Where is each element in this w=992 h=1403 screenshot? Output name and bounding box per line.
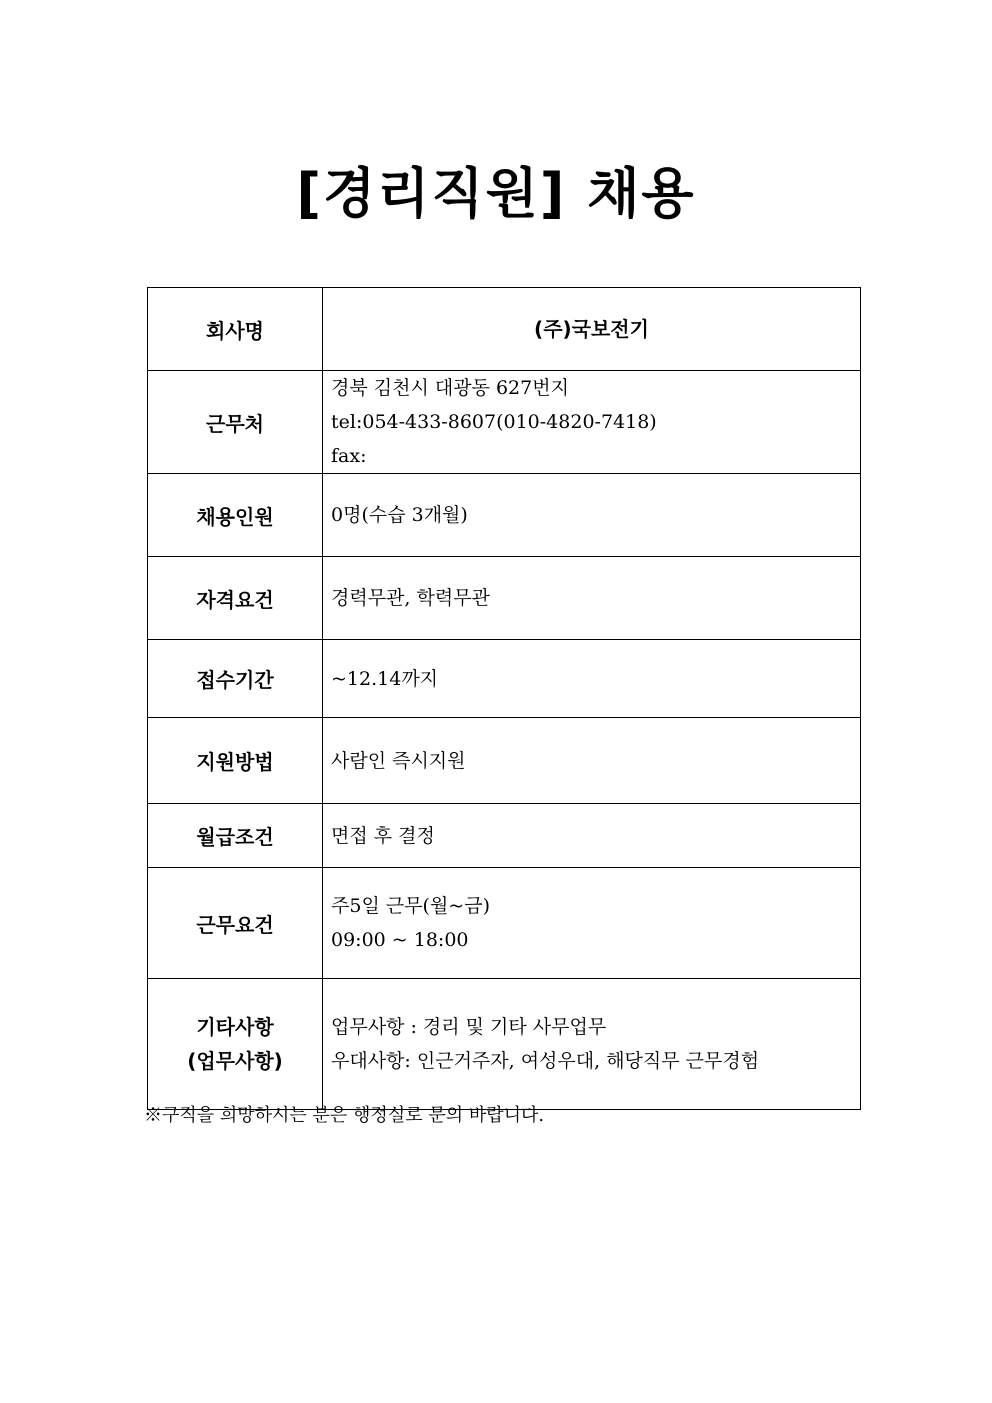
table-row: [148, 979, 861, 1110]
work-days-text: 주5일 근무(월~금): [331, 895, 490, 917]
table-row: [148, 804, 861, 868]
table-row: [148, 474, 861, 557]
preference-text: 우대사항: 인근거주자, 여성우대, 해당직무 근무경험: [331, 1050, 760, 1072]
table-row: [148, 640, 861, 718]
row-label-salary: 월급조건: [148, 804, 323, 868]
row-label-apply-method: 지원방법: [148, 718, 323, 804]
row-label-workplace: 근무처: [148, 371, 323, 474]
recruitment-table: [147, 287, 861, 1110]
row-label-qualification: 자격요건: [148, 557, 323, 640]
apply-method-text: 사람인 즉시지원: [331, 749, 466, 772]
table-row: [148, 371, 861, 474]
salary-text: 면접 후 결정: [331, 824, 435, 847]
table-row: [148, 868, 861, 979]
table-row: [148, 288, 861, 371]
workplace-address: 경북 김천시 대광동 627번지: [331, 377, 569, 399]
row-value-headcount: [323, 474, 861, 557]
table-row: [148, 557, 861, 640]
company-name: (주)국보전기: [534, 317, 649, 341]
workplace-fax: fax:: [331, 445, 367, 467]
row-value-etc: [323, 979, 861, 1110]
row-value-workplace: [323, 371, 861, 474]
row-label-company: 회사명: [148, 288, 323, 371]
row-label-etc: [148, 979, 323, 1110]
row-label-headcount: 채용인원: [148, 474, 323, 557]
work-hours-text: 09:00 ~ 18:00: [331, 929, 469, 951]
row-value-period: [323, 640, 861, 718]
duties-text: 업무사항 : 경리 및 기타 사무업무: [331, 1016, 607, 1038]
row-value-apply-method: [323, 718, 861, 804]
table-row: [148, 718, 861, 804]
row-label-period: 접수기간: [148, 640, 323, 718]
workplace-tel: tel:054-433-8607(010-4820-7418): [331, 411, 657, 433]
qualification-text: 경력무관, 학력무관: [331, 587, 490, 609]
footer-note: ※구직을 희망하시는 분은 행정실로 문의 바랍니다.: [144, 1105, 545, 1126]
row-value-qualification: [323, 557, 861, 640]
row-value-salary: [323, 804, 861, 868]
etc-label-line-1: 기타사항: [196, 1015, 274, 1039]
period-text: ~12.14까지: [331, 667, 439, 690]
row-label-work-conditions: 근무요건: [148, 868, 323, 979]
headcount-text: 0명(수습 3개월): [331, 504, 468, 526]
row-value-company: [323, 288, 861, 371]
etc-label-line-2: (업무사항): [187, 1049, 283, 1073]
row-value-work-conditions: [323, 868, 861, 979]
page-title: [경리직원] 채용: [296, 162, 696, 225]
